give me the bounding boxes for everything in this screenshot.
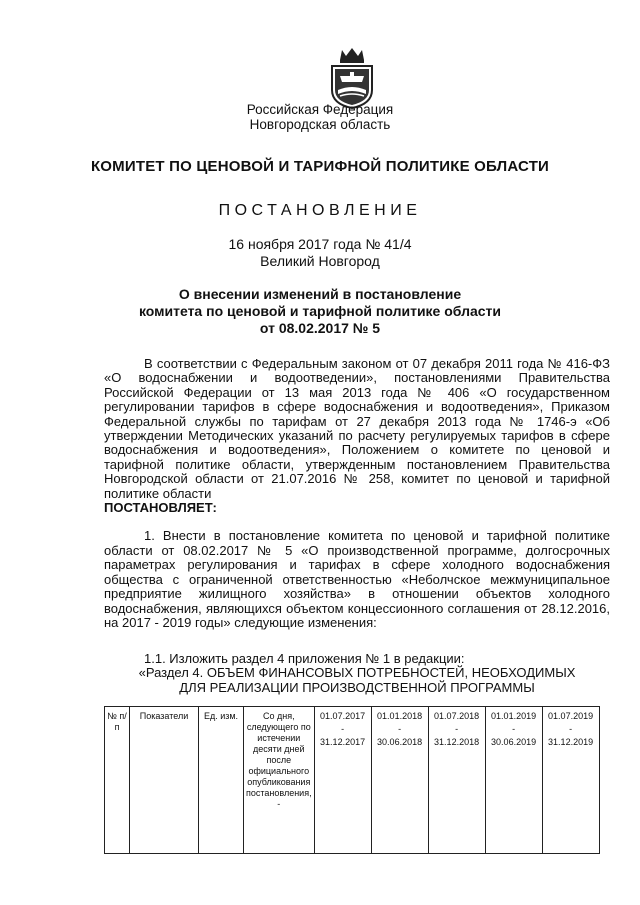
- period-end: 30.06.2018: [377, 737, 423, 747]
- period-end: 31.12.2018: [434, 737, 480, 747]
- resolves-heading: ПОСТАНОВЛЯЕТ:: [104, 500, 217, 516]
- committee-title: КОМИТЕТ ПО ЦЕНОВОЙ И ТАРИФНОЙ ПОЛИТИКЕ ОБЛАСТИ: [90, 158, 550, 175]
- header-cell-period: [542, 707, 599, 854]
- coat-of-arms-emblem: [326, 46, 378, 110]
- header-cell-indicator: Показатели: [130, 707, 199, 854]
- header-cell-unit: Ед. изм.: [199, 707, 244, 854]
- period-dash: -: [341, 724, 345, 734]
- period-end: 31.12.2017: [320, 737, 366, 747]
- table-header-row: [105, 707, 600, 854]
- header-cell-period: [428, 707, 485, 854]
- period-start: 01.07.2018: [434, 711, 480, 721]
- period-start: 01.01.2018: [377, 711, 423, 721]
- item-1-1-text: 1.1. Изложить раздел 4 приложения № 1 в редакции:: [144, 651, 465, 666]
- header-cell-number: № п/п: [105, 707, 130, 854]
- preamble-paragraph: В соответствии с Федеральным законом от 07 декабря 2011 года № 416-ФЗ «О водоснабжении и водоотведении», постановлениями Правительства Российской Федерации от 13 мая 2013 года № 406 «О государственном регулировании тарифов в сфере водоснабжения и водоотведения», Приказом Федеральной службы по тарифам от 27 декабря 2013 года № 1746-э «Об утверждении Методических указаний по расчету регулируемых тарифов в сфере водоснабжения и водоотведения», Положением о комитете по ценовой и тарифной политике области, утвержденным постановлением Правительства Новгородской области от 21.07.2016 № 258, комитет по ценовой и тарифной политике области: [104, 356, 610, 501]
- region-name: Новгородская область: [249, 117, 391, 132]
- section-title-line-1: «Раздел 4. ОБЪЕМ ФИНАНСОВЫХ ПОТРЕБНОСТЕЙ, НЕОБХОДИМЫХ: [138, 665, 576, 681]
- subject-line-3: от 08.02.2017 № 5: [259, 320, 381, 336]
- header-cell-period: [485, 707, 542, 854]
- section-heading: [104, 652, 610, 695]
- subject-line-2: комитета по ценовой и тарифной политике области: [138, 303, 502, 319]
- period-end: 31.12.2019: [548, 737, 594, 747]
- header-cell-period: [371, 707, 428, 854]
- document-type: ПОСТАНОВЛЕНИЕ: [218, 202, 422, 219]
- subject-line-1: О внесении изменений в постановление: [178, 286, 462, 302]
- period-dash: -: [512, 724, 516, 734]
- period-start: 01.07.2019: [548, 711, 594, 721]
- header-cell-from-date: Со дня, следующего по истечении десяти дней после официального опубликования постановления, -: [244, 707, 315, 854]
- period-dash: -: [398, 724, 402, 734]
- period-dash: -: [569, 724, 573, 734]
- item-1-paragraph: 1. Внести в постановление комитета по ценовой и тарифной политике области от 08.02.2017 № 5 «О производственной программе, долгосрочных параметрах регулирования и тарифах в сфере холодного водоснабжения общества с ограниченной ответственностью «Неболчское межмуниципальное предприятие жилищного хозяйства» в отношении объектов холодного водоснабжения, являющихся объектом концессионного соглашения от 28.12.2016, на 2017 - 2019 годы» следующие изменения:: [104, 528, 610, 630]
- city-name: Великий Новгород: [260, 253, 380, 269]
- document-body: [104, 357, 610, 630]
- period-dash: -: [455, 724, 459, 734]
- financial-table: [104, 706, 600, 854]
- header-cell-period: [314, 707, 371, 854]
- section-title-line-2: ДЛЯ РЕАЛИЗАЦИИ ПРОИЗВОДСТВЕННОЙ ПРОГРАММЫ: [179, 679, 535, 695]
- period-end: 30.06.2019: [491, 737, 537, 747]
- country-name: Российская Федерация: [246, 102, 394, 117]
- date-number: 16 ноября 2017 года № 41/4: [228, 236, 412, 252]
- period-start: 01.01.2019: [491, 711, 537, 721]
- period-start: 01.07.2017: [320, 711, 366, 721]
